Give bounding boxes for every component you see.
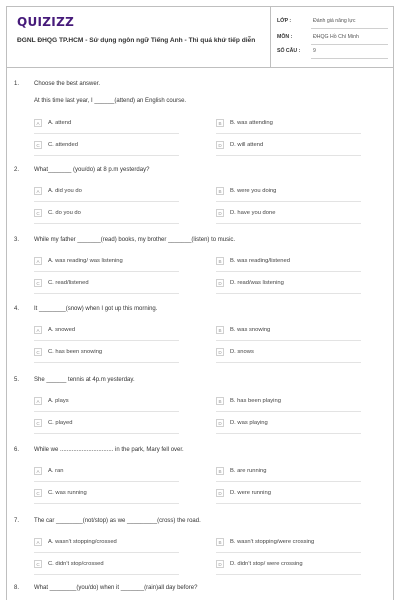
- divider: [216, 201, 361, 202]
- option-text: B. was snowing: [230, 327, 271, 333]
- meta-value-question-count: 9: [313, 48, 316, 54]
- option-letter-box[interactable]: C: [34, 141, 42, 149]
- option-letter-box[interactable]: B: [216, 119, 224, 127]
- question-number: 6.: [14, 447, 20, 453]
- question-subtext: At this time last year, I ______(attend) an English course.: [34, 98, 187, 104]
- option-text: C. do you do: [48, 210, 81, 216]
- question-text: What_______ (you/do) at 8 p.m yesterday?: [34, 167, 150, 173]
- option-letter-box[interactable]: D: [216, 560, 224, 568]
- option-text: A. wasn't stopping/crossed: [48, 539, 117, 545]
- divider: [311, 58, 388, 59]
- divider: [34, 293, 179, 294]
- option-text: A. plays: [48, 398, 69, 404]
- divider: [34, 271, 179, 272]
- option-text: B. has been playing: [230, 398, 281, 404]
- divider: [216, 155, 361, 156]
- option-letter-box[interactable]: C: [34, 489, 42, 497]
- option-letter-box[interactable]: B: [216, 326, 224, 334]
- worksheet-header: [7, 7, 393, 68]
- option-letter-box[interactable]: D: [216, 209, 224, 217]
- option-text: A. ran: [48, 468, 64, 474]
- option-letter-box[interactable]: D: [216, 279, 224, 287]
- option-text: D. will attend: [230, 142, 264, 148]
- meta-panel: [270, 7, 394, 67]
- option-letter-box[interactable]: B: [216, 397, 224, 405]
- option-text: A. attend: [48, 120, 72, 126]
- question-text: While my father _______(read) books, my brother _______(listen) to music.: [34, 237, 236, 243]
- question-text: While we ................................ in the park, Mary fell over.: [34, 447, 184, 453]
- divider: [34, 133, 179, 134]
- option-letter-box[interactable]: B: [216, 467, 224, 475]
- option-text: C. has been snowing: [48, 349, 103, 355]
- option-text: D. were running: [230, 490, 271, 496]
- divider: [216, 271, 361, 272]
- option-text: B. was attending: [230, 120, 273, 126]
- question-text: Choose the best answer.: [34, 81, 101, 87]
- option-text: D. was playing: [230, 420, 268, 426]
- divider: [34, 201, 179, 202]
- option-text: D. have you done: [230, 210, 276, 216]
- option-letter-box[interactable]: D: [216, 348, 224, 356]
- divider: [34, 340, 179, 341]
- option-letter-box[interactable]: B: [216, 187, 224, 195]
- option-text: B. were you doing: [230, 188, 277, 194]
- divider: [216, 133, 361, 134]
- meta-value-subject: ĐHQG Hồ Chí Minh: [313, 34, 359, 40]
- question-text: The car ________(not/stop) as we _________(cross) the road.: [34, 518, 201, 524]
- question-number: 3.: [14, 237, 20, 243]
- question-number: 1.: [14, 81, 20, 87]
- question-number: 7.: [14, 518, 20, 524]
- divider: [216, 433, 361, 434]
- divider: [216, 503, 361, 504]
- divider: [34, 503, 179, 504]
- option-letter-box[interactable]: D: [216, 141, 224, 149]
- divider: [216, 362, 361, 363]
- option-text: C. didn't stop/crossed: [48, 561, 104, 567]
- question-number: 5.: [14, 377, 20, 383]
- question-text: She ______ tennis at 4p.m yesterday.: [34, 377, 135, 383]
- option-text: C. was running: [48, 490, 87, 496]
- quizizz-logo: QUIZIZZ: [17, 15, 75, 29]
- option-text: D. didn't stop/ were crossing: [230, 561, 303, 567]
- divider: [216, 411, 361, 412]
- divider: [216, 293, 361, 294]
- option-text: B. are running: [230, 468, 267, 474]
- meta-value-class: Đánh giá năng lực: [313, 18, 356, 24]
- option-letter-box[interactable]: A: [34, 538, 42, 546]
- question-number: 2.: [14, 167, 20, 173]
- option-letter-box[interactable]: C: [34, 209, 42, 217]
- option-text: D. read/was listening: [230, 280, 284, 286]
- divider: [34, 574, 179, 575]
- option-text: A. did you do: [48, 188, 82, 194]
- meta-row-subject: [271, 31, 394, 45]
- option-letter-box[interactable]: A: [34, 397, 42, 405]
- option-text: A. was reading/ was listening: [48, 258, 123, 264]
- question-number: 4.: [14, 306, 20, 312]
- question-text: What ________(you/do) when it _______(rain)all day before?: [34, 585, 198, 591]
- divider: [34, 362, 179, 363]
- worksheet: [6, 6, 394, 600]
- option-letter-box[interactable]: C: [34, 279, 42, 287]
- divider: [34, 433, 179, 434]
- meta-label-question-count: SỐ CÂU :: [277, 48, 301, 54]
- divider: [216, 223, 361, 224]
- divider: [34, 223, 179, 224]
- question-number: 8.: [14, 585, 20, 591]
- option-letter-box[interactable]: B: [216, 257, 224, 265]
- option-text: C. attended: [48, 142, 78, 148]
- option-letter-box[interactable]: A: [34, 326, 42, 334]
- option-letter-box[interactable]: D: [216, 489, 224, 497]
- divider: [34, 481, 179, 482]
- option-text: D. snows: [230, 349, 254, 355]
- question-text: It ________(snow) when I got up this morning.: [34, 306, 158, 312]
- option-letter-box[interactable]: D: [216, 419, 224, 427]
- meta-row-question-count: [271, 45, 394, 59]
- option-letter-box[interactable]: A: [34, 257, 42, 265]
- option-letter-box[interactable]: C: [34, 348, 42, 356]
- meta-row-class: [271, 15, 394, 29]
- option-text: B. wasn't stopping/were crossing: [230, 539, 315, 545]
- divider: [216, 481, 361, 482]
- page-title: ĐGNL ĐHQG TP.HCM - Sử dụng ngôn ngữ Tiếng Anh - Thì quá khứ tiếp diễn: [17, 37, 256, 44]
- divider: [216, 552, 361, 553]
- option-text: A. snowed: [48, 327, 76, 333]
- option-letter-box[interactable]: C: [34, 560, 42, 568]
- option-letter-box[interactable]: B: [216, 538, 224, 546]
- divider: [34, 552, 179, 553]
- divider: [311, 28, 388, 29]
- divider: [34, 411, 179, 412]
- meta-label-class: LỚP :: [277, 18, 292, 24]
- divider: [216, 574, 361, 575]
- option-text: C. played: [48, 420, 73, 426]
- option-text: C. read/listened: [48, 280, 89, 286]
- option-letter-box[interactable]: C: [34, 419, 42, 427]
- option-letter-box[interactable]: A: [34, 467, 42, 475]
- divider: [34, 155, 179, 156]
- option-letter-box[interactable]: A: [34, 187, 42, 195]
- meta-label-subject: MÔN :: [277, 34, 293, 40]
- divider: [216, 340, 361, 341]
- option-letter-box[interactable]: A: [34, 119, 42, 127]
- option-text: B. was reading/listened: [230, 258, 290, 264]
